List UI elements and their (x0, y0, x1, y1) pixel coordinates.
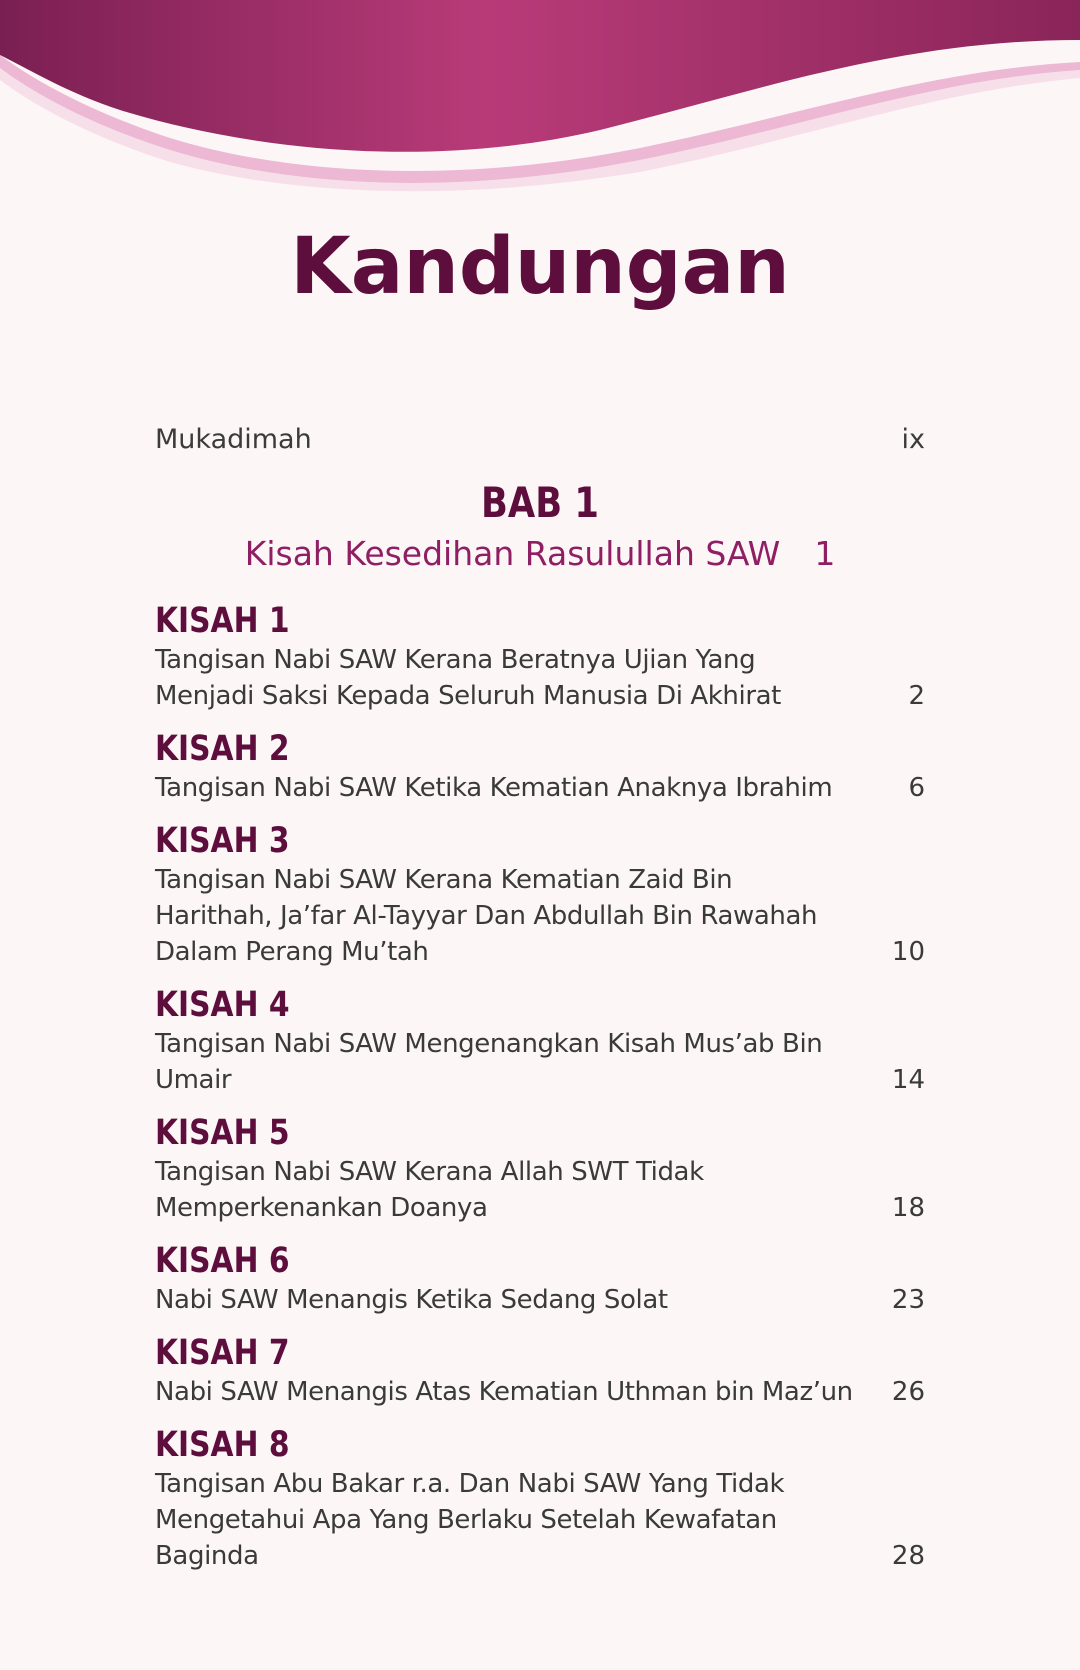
toc-entry[interactable] (155, 1112, 925, 1226)
entry-title: Tangisan Nabi SAW Kerana Allah SWT Tidak Memperkenankan Doanya (155, 1157, 704, 1223)
entry-heading: KISAH 2 (155, 729, 290, 769)
entry-title: Nabi SAW Menangis Atas Kematian Uthman bin Maz’un (155, 1377, 853, 1407)
header-wave-decoration (0, 0, 1080, 200)
entry-title: Tangisan Abu Bakar r.a. Dan Nabi SAW Yang Tidak Mengetahui Apa Yang Berlaku Setelah Kewafatan Baginda (155, 1469, 785, 1571)
chapter-heading: BAB 1 (481, 478, 599, 527)
entry-title: Tangisan Nabi SAW Ketika Kematian Anaknya Ibrahim (155, 773, 833, 803)
toc-entry[interactable] (155, 984, 925, 1098)
chapter-subtitle: Kisah Kesedihan Rasulullah SAW (244, 534, 781, 573)
intro-label: Mukadimah (155, 424, 312, 455)
entry-heading: KISAH 3 (155, 821, 290, 861)
toc-entry[interactable] (155, 728, 925, 806)
entry-title: Tangisan Nabi SAW Mengenangkan Kisah Mus’ab Bin Umair (155, 1029, 823, 1095)
entry-page-number: 6 (908, 773, 925, 803)
entry-heading: KISAH 1 (155, 601, 290, 641)
entry-page-number: 2 (908, 681, 925, 711)
toc-intro-row[interactable] (155, 424, 925, 455)
chapter-page-number: 1 (814, 534, 836, 573)
entry-heading: KISAH 8 (155, 1425, 290, 1465)
entry-heading: KISAH 4 (155, 985, 290, 1025)
entry-title: Nabi SAW Menangis Ketika Sedang Solat (155, 1285, 668, 1315)
entry-page-number: 10 (891, 937, 925, 967)
entry-heading: KISAH 6 (155, 1241, 290, 1281)
chapter-subtitle-row[interactable] (0, 534, 1080, 573)
toc-entry[interactable] (155, 820, 925, 970)
toc-entry[interactable] (155, 1424, 925, 1574)
entry-page-number: 28 (891, 1541, 925, 1571)
page-title: Kandungan (290, 222, 790, 312)
entry-title: Tangisan Nabi SAW Kerana Beratnya Ujian Yang Menjadi Saksi Kepada Seluruh Manusia Di Akhirat (155, 645, 781, 711)
entry-heading: KISAH 7 (155, 1333, 290, 1373)
toc-entry[interactable] (155, 1332, 925, 1410)
toc-entry[interactable] (155, 1240, 925, 1318)
entry-title: Tangisan Nabi SAW Kerana Kematian Zaid Bin Harithah, Ja’far Al-Tayyar Dan Abdullah Bin Rawahah Dalam Perang Mu’tah (155, 865, 818, 967)
toc-list (155, 600, 925, 1588)
toc-entry[interactable] (155, 600, 925, 714)
entry-page-number: 18 (891, 1193, 925, 1223)
entry-page-number: 26 (891, 1377, 925, 1407)
entry-heading: KISAH 5 (155, 1113, 290, 1153)
entry-page-number: 23 (891, 1285, 925, 1315)
intro-page-number: ix (901, 424, 925, 455)
entry-page-number: 14 (891, 1065, 925, 1095)
